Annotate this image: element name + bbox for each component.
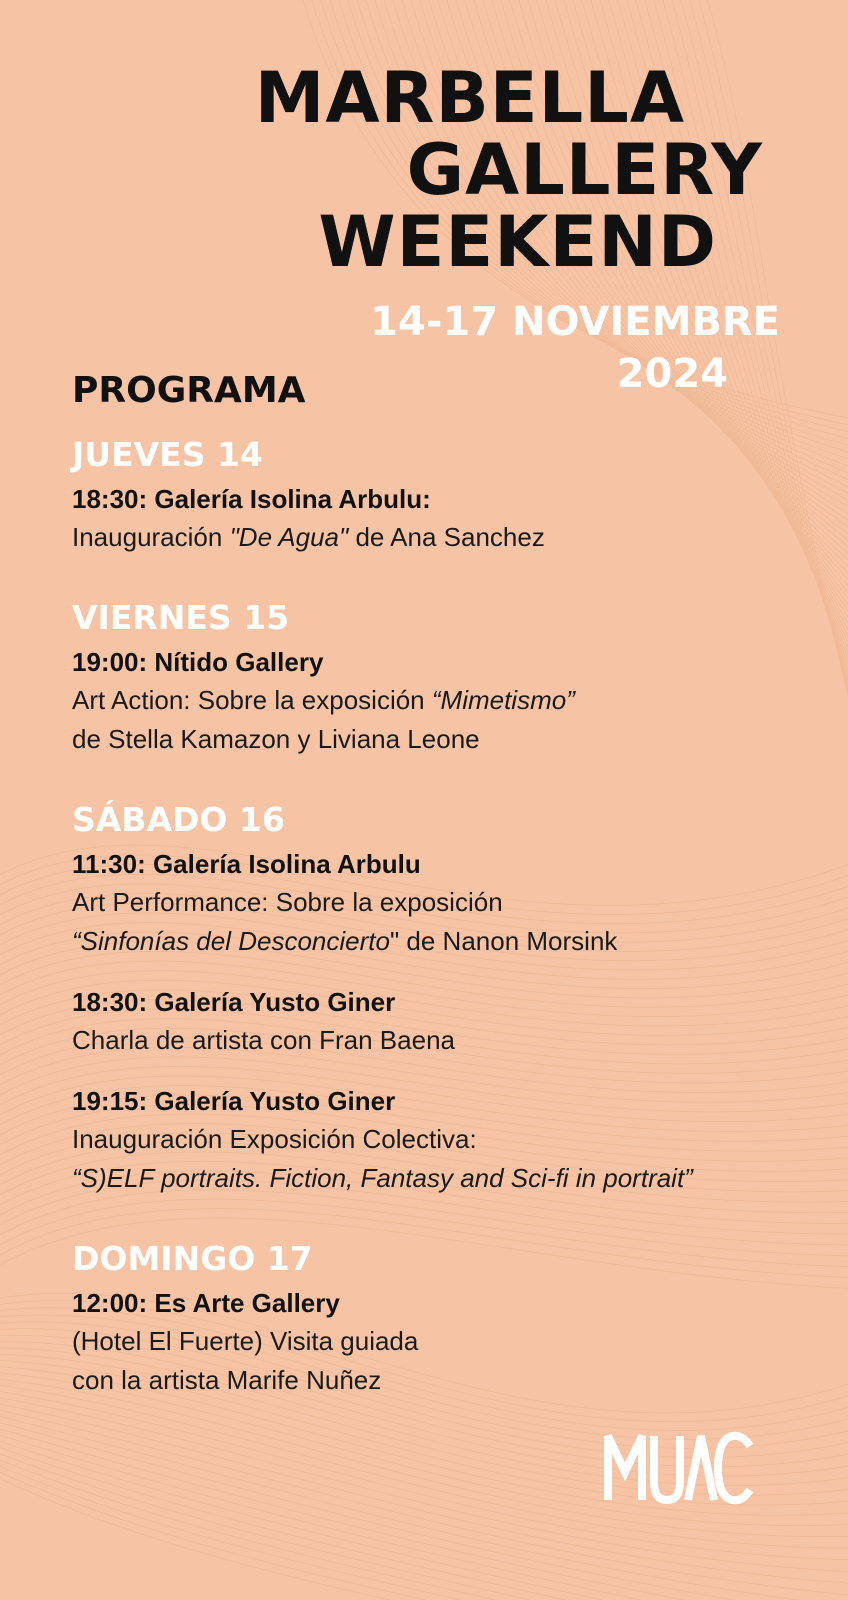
- event-item: [72, 1082, 812, 1198]
- event-title-italic: “Mimetismo”: [431, 685, 575, 715]
- date-range: 14-17 NOVIEMBRE: [370, 299, 780, 345]
- event-description: [72, 922, 812, 961]
- event-description: [72, 1322, 812, 1361]
- event-item: [72, 480, 812, 557]
- event-time-venue: 12:00: Es Arte Gallery: [72, 1288, 340, 1318]
- event-description: [72, 1021, 812, 1060]
- event-text: Art Performance: Sobre la exposición: [72, 887, 503, 917]
- date-year: 2024: [616, 351, 728, 397]
- event-text: Art Action: Sobre la exposición: [72, 685, 432, 715]
- event-title: [254, 57, 763, 283]
- event-title-italic: “Sinfonías del Desconcierto: [72, 926, 390, 956]
- event-item: [72, 1284, 812, 1400]
- day-section: [72, 801, 812, 1198]
- event-title-italic: “S)ELF portraits. Fiction, Fantasy and Sci-fi in portrait”: [72, 1163, 693, 1193]
- day-title: SÁBADO 16: [72, 800, 285, 839]
- event-text: " de Nanon Morsink: [389, 926, 618, 956]
- event-time-venue: 18:30: Galería Yusto Giner: [72, 987, 396, 1017]
- event-text: Charla de artista con Fran Baena: [72, 1025, 455, 1055]
- event-description: [72, 681, 812, 720]
- logo-text: MUAC: [604, 1428, 607, 1429]
- event-description: [72, 720, 812, 759]
- event-text: Inauguración Exposición Colectiva:: [72, 1124, 477, 1154]
- event-description: [72, 1120, 812, 1159]
- event-description: [72, 1361, 812, 1400]
- title-line-1: MARBELLA: [254, 57, 685, 139]
- programa-heading: PROGRAMA: [72, 370, 306, 411]
- event-description: [72, 883, 812, 922]
- event-description: [72, 518, 812, 557]
- event-text: con la artista Marife Nuñez: [72, 1365, 382, 1395]
- event-text: de Ana Sanchez: [348, 522, 545, 552]
- day-section: [72, 599, 812, 759]
- event-title-italic: "De Agua": [229, 522, 349, 552]
- program-list: [72, 436, 812, 1442]
- event-text: Inauguración: [72, 522, 230, 552]
- event-text: (Hotel El Fuerte) Visita guiada: [72, 1326, 419, 1356]
- event-time-venue: 19:00: Nítido Gallery: [72, 647, 324, 677]
- title-line-3: WEEKEND: [318, 201, 717, 283]
- day-section: [72, 1240, 812, 1400]
- muac-logo: [604, 1428, 754, 1508]
- day-title: DOMINGO 17: [72, 1239, 313, 1278]
- event-item: [72, 643, 812, 759]
- day-title: VIERNES 15: [72, 598, 290, 637]
- day-section: [72, 436, 812, 557]
- event-text: de Stella Kamazon y Liviana Leone: [72, 724, 480, 754]
- title-line-2: GALLERY: [406, 129, 763, 211]
- event-time-venue: 11:30: Galería Isolina Arbulu: [72, 849, 421, 879]
- day-title: JUEVES 14: [72, 435, 263, 474]
- event-item: [72, 983, 812, 1060]
- event-description: [72, 1159, 812, 1198]
- event-time-venue: 19:15: Galería Yusto Giner: [72, 1086, 396, 1116]
- event-dates: [370, 296, 780, 400]
- event-time-venue: 18:30: Galería Isolina Arbulu:: [72, 484, 431, 514]
- event-item: [72, 845, 812, 961]
